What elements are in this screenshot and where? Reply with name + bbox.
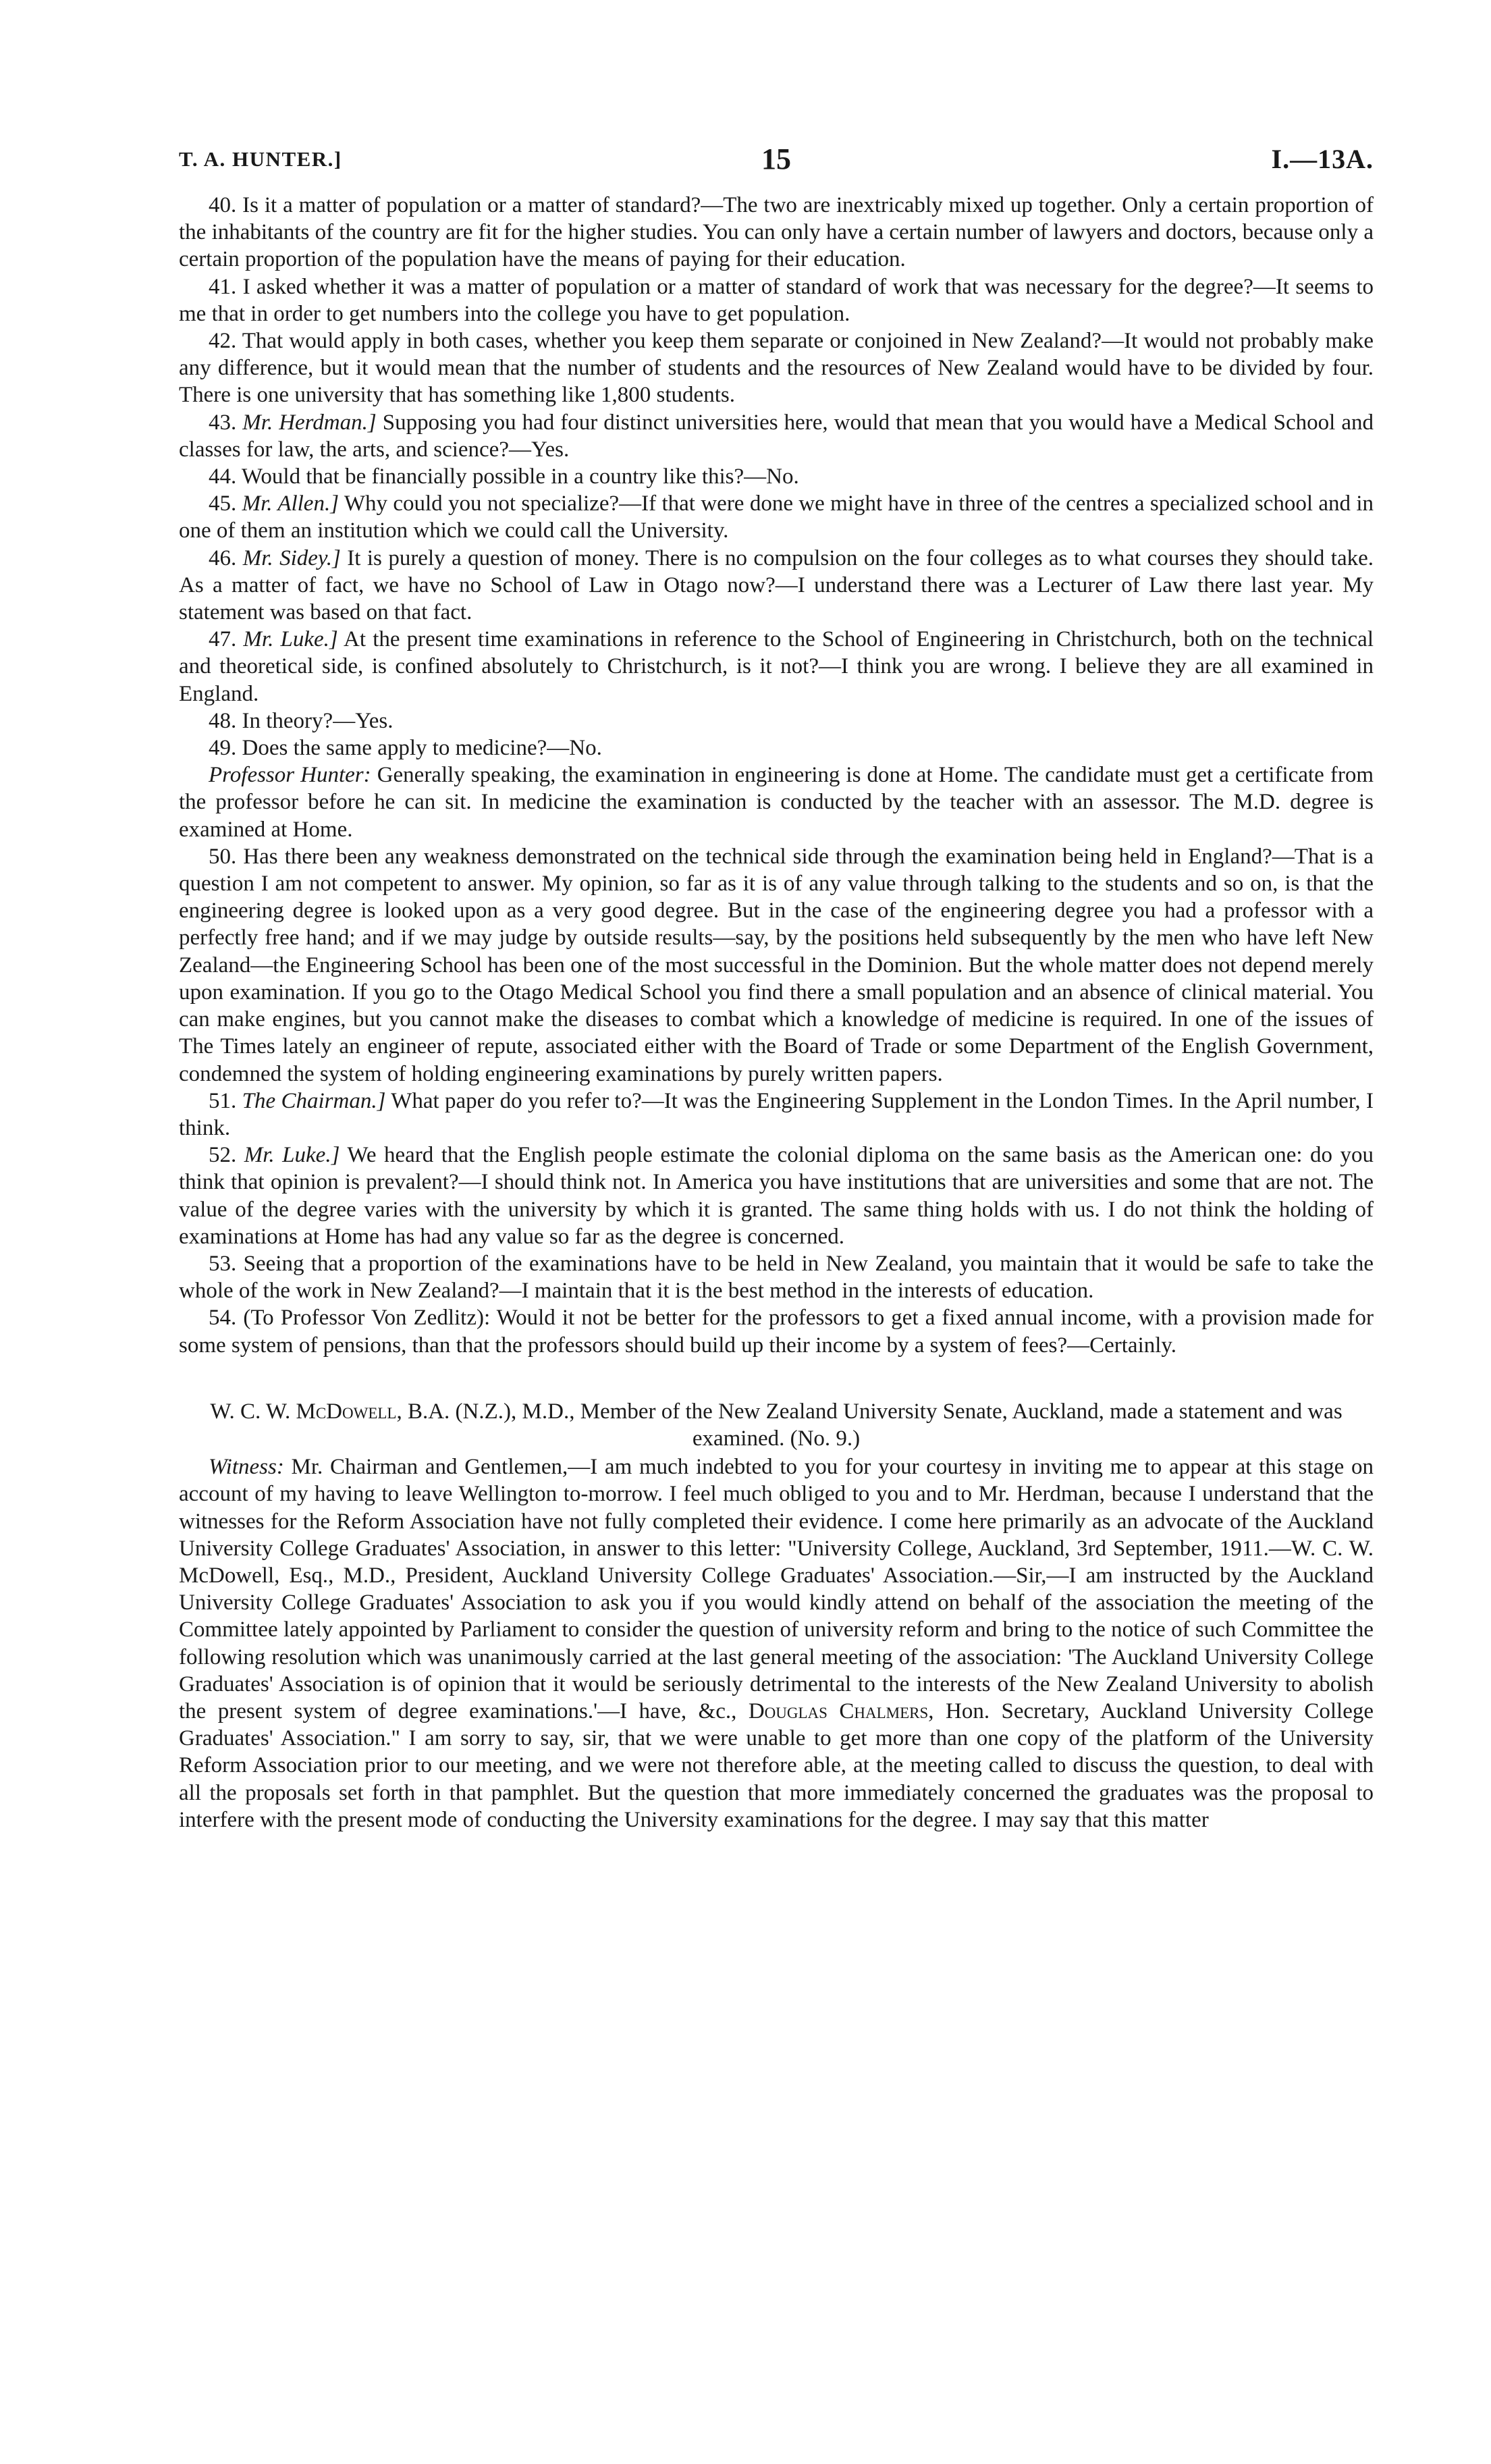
paragraph-text: Has there been any weakness demonstrated on the technical side through the examination being held in England?—That is a question I am not competent to answer. My opinion, so far as it is of any value through talking to the students and so on, is that the engineering degree is looked upon as a very good degree. But in the case of the engineering degree you had a professor with a perfectly free hand; and if we may judge by outside results—say, by the positions held subsequently by the men who have left New Zealand—the Engineering School has been one of the most successful in the Dominion. But the whole matter does not depend merely upon examination. If you go to the Otago Medical School you find there a small population and an absence of clinical material. You can make engines, but you cannot make the diseases to combat which a knowledge of medicine is required. In one of the issues of The Times lately an engineer of repute, associated either with the Board of Trade or some Department of the English Government, condemned the system of holding engineering examinations by purely written papers. (179, 844, 1374, 1086)
witness-initials: W. C. W. (210, 1399, 291, 1424)
question-number: 51. (209, 1088, 237, 1113)
evidence-paragraph (179, 490, 1374, 544)
evidence-paragraph (179, 273, 1374, 327)
document-reference: I.—13A. (1271, 144, 1374, 174)
question-number: 46. (209, 545, 237, 570)
paragraph-text: Supposing you had four distinct universities here, would that mean that you would have a Medical School and classes for law, the arts, and science?—Yes. (179, 410, 1374, 462)
page-number: 15 (761, 142, 791, 176)
evidence-paragraph (179, 626, 1374, 707)
evidence-body (179, 192, 1374, 1359)
question-number: 52. (209, 1143, 237, 1168)
evidence-paragraph (179, 1304, 1374, 1358)
evidence-paragraph (179, 192, 1374, 273)
question-number: 47. (209, 627, 237, 652)
paragraph-text: That would apply in both cases, whether you keep them separate or conjoined in New Zealand?—It would not probably make any difference, but it would mean that the number of students and the resources of New Zealand would have to be divided by four. There is one university that has something like 1,800 students. (179, 329, 1374, 408)
evidence-paragraph (179, 707, 1374, 734)
evidence-paragraph (179, 1250, 1374, 1304)
speaker-label: The Chairman.] (242, 1088, 386, 1113)
question-number: 42. (209, 329, 237, 354)
evidence-paragraph (179, 409, 1374, 463)
question-number: 40. (209, 193, 237, 217)
evidence-paragraph (179, 1088, 1374, 1142)
paragraph-text: Does the same apply to medicine?—No. (242, 736, 602, 761)
evidence-paragraph (179, 734, 1374, 761)
speaker-label: Mr. Luke.] (243, 627, 338, 652)
question-number: 43. (209, 410, 237, 435)
speaker-label: Mr. Herdman.] (242, 410, 377, 435)
witness-statement (179, 1453, 1374, 1833)
speaker-label: Professor Hunter: (209, 763, 371, 788)
paragraph-text: Seeing that a proportion of the examinations have to be held in New Zealand, you maintain that it would be safe to take the whole of the work in New Zealand?—I maintain that it is the best method in the interests of education. (179, 1251, 1374, 1304)
witness-surname: McDowell, (296, 1399, 402, 1424)
paragraph-text: Why could you not specialize?—If that were done we might have in three of the centres a specialized school and in one of them an institution which we could call the University. (179, 491, 1374, 543)
paragraph-text: It is purely a question of money. There is no compulsion on the four colleges as to what courses they should take. As a matter of fact, we have no School of Law in Otago now?—I understand there was a Lecturer of Law there last year. My statement was based on that fact. (179, 545, 1374, 625)
question-number: 49. (209, 736, 237, 761)
paragraph-text: We heard that the English people estimate the colonial diploma on the same basis as the American one: do you think that opinion is prevalent?—I should think not. In America you have institutions that are universities and some that are not. The value of the degree varies with the university by which it is granted. The same thing holds with us. I do not think the holding of examinations at Home has had any value so far as the degree is concerned. (179, 1143, 1374, 1249)
question-number: 41. (209, 274, 237, 299)
speaker-label: Witness: (209, 1455, 284, 1480)
running-head-author: T. A. HUNTER.] (179, 147, 342, 171)
question-number: 44. (209, 464, 237, 489)
evidence-paragraph (179, 843, 1374, 1088)
evidence-paragraph (179, 463, 1374, 490)
question-number: 45. (209, 491, 237, 516)
statement-text: Mr. Chairman and Gentlemen,—I am much indebted to you for your courtesy in inviting me to appear at this stage on account of my having to leave Wellington to-morrow. I feel much obliged to you and to Mr. Herdman, because I understand that the witnesses for the Reform Association have not fully completed their evidence. I come here primarily as an advocate of the Auckland University College Graduates' Association, in answer to this letter: "University College, Auckland, 3rd September, 1911.—W. C. W. McDowell, Esq., M.D., President, Auckland University College Graduates' Association.—Sir,—I am instructed by the Auckland University College Graduates' Association to ask you if you would kindly attend on behalf of the association the meeting of the Committee lately appointed by Parliament to consider the question of university reform and bring to the notice of such Committee the following resolution which was unanimously carried at the last general meeting of the association: 'The Auckland University College Graduates' Association is of opinion that it would be seriously detrimental to the interests of the New Zealand University to abolish the present system of degree examinations.'—I have, &c., (179, 1455, 1374, 1723)
evidence-paragraph (179, 1142, 1374, 1250)
witness-heading (179, 1398, 1374, 1452)
running-head (179, 142, 1374, 177)
speaker-label: Mr. Sidey.] (242, 545, 341, 570)
evidence-paragraph (179, 327, 1374, 409)
speaker-label: Mr. Luke.] (244, 1143, 340, 1168)
paragraph-text: Is it a matter of population or a matter of standard?—The two are inextricably mixed up together. Only a certain proportion of the inhabitants of the country are fit for the higher studies. You can only have a certain number of lawyers and doctors, because only a certain proportion of the population have the means of paying for their education. (179, 193, 1374, 272)
question-number: 53. (209, 1251, 237, 1276)
paragraph-text: In theory?—Yes. (242, 708, 394, 733)
letter-signatory: Douglas Chalmers, (748, 1698, 934, 1723)
document-page (179, 142, 1374, 1833)
paragraph-text: Would that be financially possible in a country like this?—No. (241, 464, 799, 489)
question-number: 54. (209, 1306, 237, 1331)
speaker-label: Mr. Allen.] (242, 491, 340, 516)
question-number: 50. (209, 844, 237, 869)
witness-details: B.A. (N.Z.), M.D., Member of the New Zealand University Senate, Auckland, made a statement and was examined. (No. 9.) (407, 1399, 1343, 1451)
paragraph-text: What paper do you refer to?—It was the Engineering Supplement in the London Times. In the April number, I think. (179, 1088, 1374, 1140)
evidence-paragraph (179, 545, 1374, 626)
evidence-paragraph (179, 761, 1374, 843)
paragraph-text: At the present time examinations in reference to the School of Engineering in Christchurch, both on the technical and theoretical side, is confined absolutely to Christchurch, is it not?—I think you are wrong. I believe they are all examined in England. (179, 627, 1374, 706)
question-number: 48. (209, 708, 237, 733)
paragraph-text: I asked whether it was a matter of population or a matter of standard of work that was necessary for the degree?—It seems to me that in order to get numbers into the college you have to get population. (179, 274, 1374, 326)
paragraph-text: Generally speaking, the examination in engineering is done at Home. The candidate must get a certificate from the professor before he can sit. In medicine the examination is conducted by the teacher with an assessor. The M.D. degree is examined at Home. (179, 763, 1374, 842)
paragraph-text: (To Professor Von Zedlitz): Would it not be better for the professors to get a fixed annual income, with a provision made for some system of pensions, than that the professors should build up their income by a system of fees?—Certainly. (179, 1306, 1374, 1358)
statement-text-continued: Hon. Secretary, Auckland University College Graduates' Association." I am sorry to say, sir, that we were unable to get more than one copy of the platform of the University Reform Association prior to our meeting, and we were not therefore able, at the meeting called to discuss the question, to deal with all the proposals set forth in that pamphlet. But the question that more immediately concerned the graduates was the proposal to interfere with the present mode of conducting the University examinations for the degree. I may say that this matter (179, 1698, 1374, 1832)
